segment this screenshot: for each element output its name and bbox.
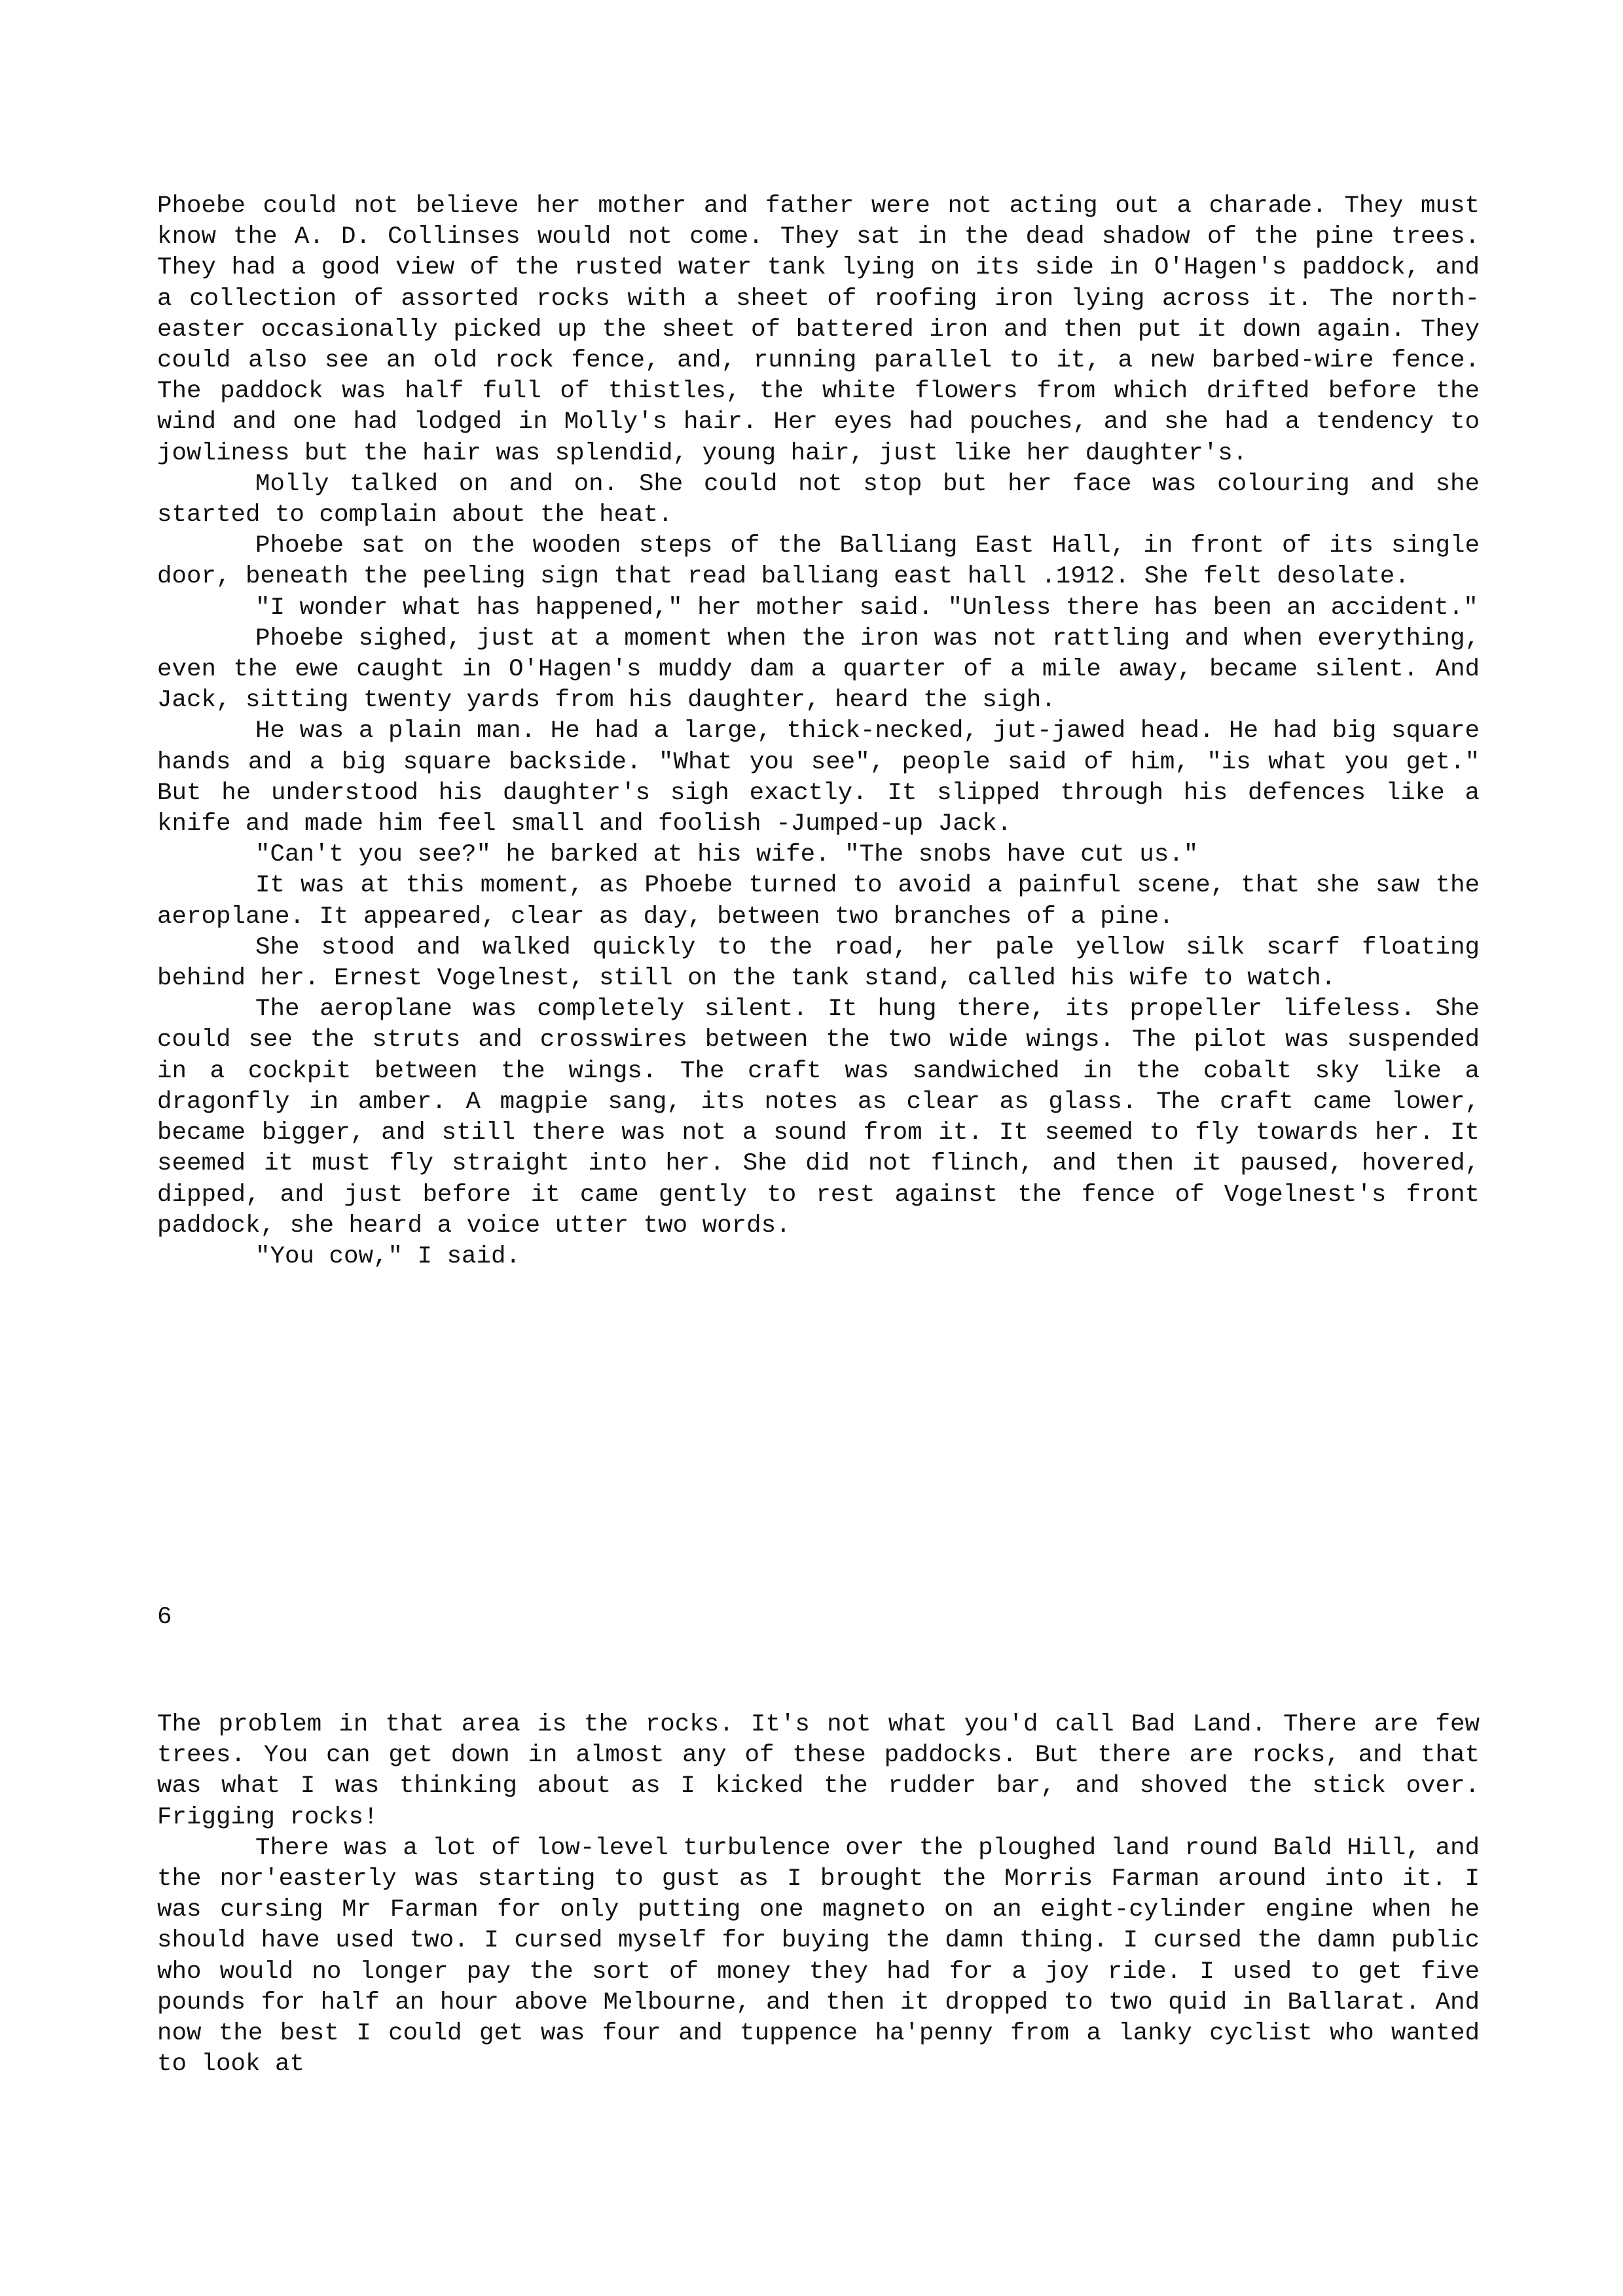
paragraph: It was at this moment, as Phoebe turned to avoid a painful scene, that she saw the aeroplane. It appeared, clear as day, between two branches of a pine. bbox=[157, 872, 1480, 931]
paragraph: "Can't you see?" he barked at his wife. "The snobs have cut us." bbox=[255, 841, 1199, 869]
section-1-text bbox=[157, 191, 1480, 1272]
chapter-number: 6 bbox=[157, 1604, 172, 1631]
paragraph: Phoebe sighed, just at a moment when the iron was not rattling and when everything, even the ewe caught in O'Hagen's muddy dam a quarter of a mile away, became silent. And Jack, sitting twenty yards from his daughter, heard the sigh. bbox=[157, 624, 1480, 715]
paragraph: He was a plain man. He had a large, thick-necked, jut-jawed head. He had big square hands and a big square backside. "What you see", people said of him, "is what you get." But he understood his daughter's sigh exactly. It slipped through his defences like a knife and made him feel small and foolish -Jumped-up Jack. bbox=[157, 717, 1480, 838]
paragraph: "You cow," I said. bbox=[255, 1242, 521, 1270]
paragraph: The problem in that area is the rocks. It's not what you'd call Bad Land. There are few trees. You can get down in almost any of these paddocks. But there are rocks, and that was what I was thinking about as I kicked the rudder bar, and shoved the stick over. Frigging rocks! bbox=[157, 1711, 1480, 1831]
paragraph: The aeroplane was completely silent. It hung there, its propeller lifeless. She could see the struts and crosswires between the two wide wings. The pilot was suspended in a cockpit between the wings. The craft was sandwiched in the cobalt sky like a dragonfly in amber. A magpie sang, its notes as clear as glass. The craft came lower, became bigger, and still there was not a sound from it. It seemed to fly towards her. It seemed it must fly straight into her. She did not flinch, and then it paused, hovered, dipped, and just before it came gently to rest against the fence of Vogelnest's front paddock, she heard a voice utter two words. bbox=[157, 996, 1480, 1240]
paragraph: Phoebe sat on the wooden steps of the Balliang East Hall, in front of its single door, beneath the peeling sign that read balliang east hall .1912. She felt desolate. bbox=[157, 532, 1480, 591]
section-2-text bbox=[157, 1710, 1480, 2080]
paragraph: "I wonder what has happened," her mother said. "Unless there has been an accident." bbox=[255, 594, 1478, 622]
paragraph: There was a lot of low-level turbulence over the ploughed land round Bald Hill, and the nor'easterly was starting to gust as I brought the Morris Farman around into it. I was cursing Mr Farman for only putting one magneto on an eight-cylinder engine when he should have used two. I cursed myself for buying the damn thing. I cursed the damn public who would no longer pay the sort of money they had for a joy ride. I used to get five pounds for half an hour above Melbourne, and then it dropped to two quid in Ballarat. And now the best I could get was four and tuppence ha'penny from a lanky cyclist who wanted to look at bbox=[157, 1834, 1480, 2079]
paragraph: Phoebe could not believe her mother and father were not acting out a charade. They must know the A. D. Collinses would not come. They sat in the dead shadow of the pine trees. They had a good view of the rusted water tank lying on its side in O'Hagen's paddock, and a collection of assorted rocks with a sheet of roofing iron lying across it. The north-easter occasionally picked up the sheet of battered iron and then put it down again. They could also see an old rock fence, and, running parallel to it, a new barbed-wire fence. The paddock was half full of thistles, the white flowers from which drifted before the wind and one had lodged in Molly's hair. Her eyes had pouches, and she had a tendency to jowliness but the hair was splendid, young hair, just like her daughter's. bbox=[157, 192, 1480, 467]
paragraph: Molly talked on and on. She could not stop but her face was colouring and she started to complain about the heat. bbox=[157, 470, 1480, 529]
paragraph: She stood and walked quickly to the road, her pale yellow silk scarf floating behind her. Ernest Vogelnest, still on the tank stand, called his wife to watch. bbox=[157, 933, 1480, 993]
